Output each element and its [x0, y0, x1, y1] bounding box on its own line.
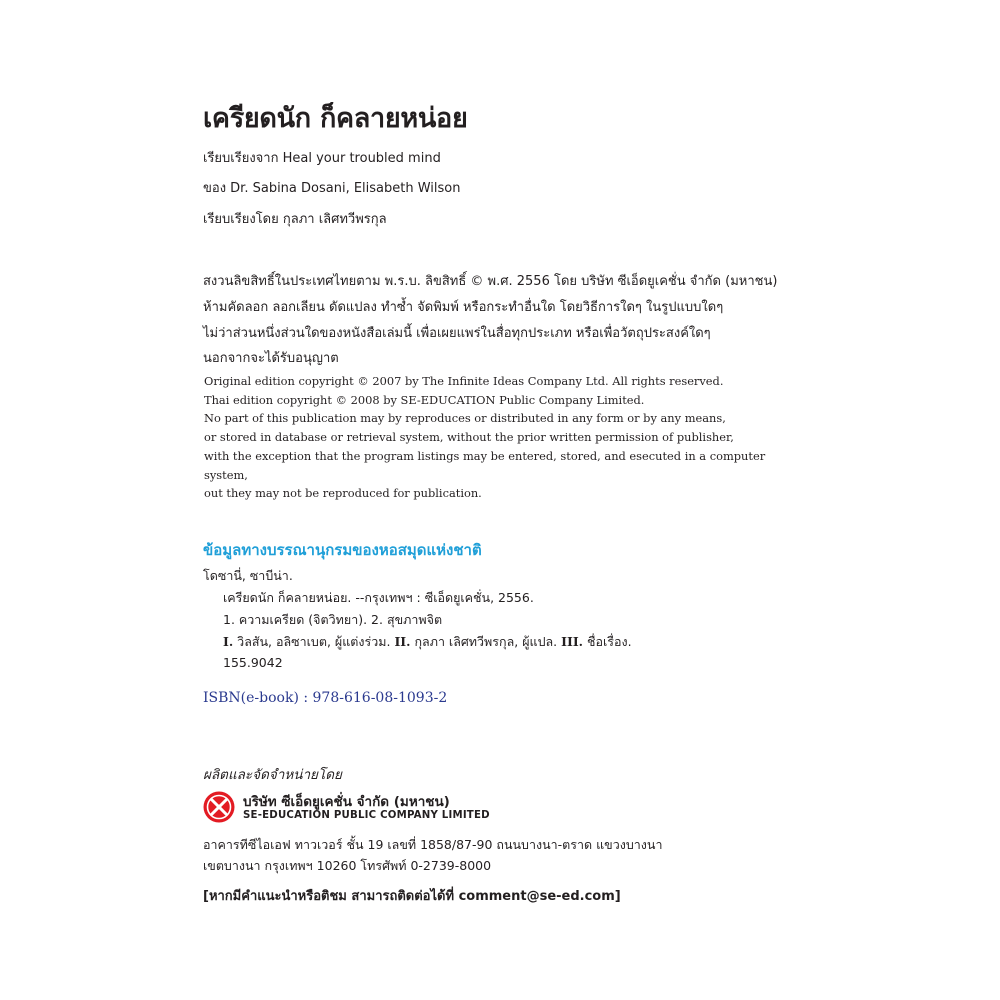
added-entry-text: กุลภา เลิศทวีพรกุล, ผู้แปล.	[410, 634, 562, 649]
se-ed-logo-icon	[203, 791, 235, 823]
adapted-from-line: เรียบเรียงจาก Heal your troubled mind	[203, 151, 441, 166]
publisher-name-th: บริษัท ซีเอ็ดยูเคชั่น จำกัด (มหาชน)	[243, 794, 450, 810]
roman-numeral-marker: III.	[561, 634, 584, 649]
copyright-th-line: ห้ามคัดลอก ลอกเลียน ดัดแปลง ทำซ้ำ จัดพิมพ์ หรือกระทำอื่นใด โดยวิธีการใดๆ ในรูปแบบใดๆ	[203, 300, 724, 315]
isbn-line: ISBN(e-book) : 978-616-08-1093-2	[203, 690, 448, 706]
publisher-address-line: อาคารทีซีไอเอฟ ทาวเวอร์ ชั้น 19 เลขที่ 1858/87-90 ถนนบางนา-ตราด แขวงบางนา	[203, 837, 663, 852]
copyright-en-block	[204, 372, 794, 503]
publisher-label: ผลิตและจัดจำหน่ายโดย	[203, 767, 342, 783]
copyright-en-line: No part of this publication may by reproduces or distributed in any form or by any means,	[204, 411, 726, 426]
contact-line: [หากมีคำแนะนำหรือติชม สามารถติดต่อได้ที่ comment@se-ed.com]	[203, 889, 621, 904]
cip-heading: ข้อมูลทางบรรณานุกรมของหอสมุดแห่งชาติ	[203, 541, 482, 559]
copyright-en-line: or stored in database or retrieval system, without the prior written permission of publisher,	[204, 430, 734, 445]
copyright-th-line: ไม่ว่าส่วนหนึ่งส่วนใดของหนังสือเล่มนี้ เพื่อเผยแพร่ในสื่อทุกประเภท หรือเพื่อวัตถุประสงค์ใดๆ	[203, 326, 711, 341]
copyright-en-line: Original edition copyright © 2007 by The Infinite Ideas Company Ltd. All rights reserved.	[204, 374, 724, 388]
cip-title-entry: เครียดนัก ก็คลายหน่อย. --กรุงเทพฯ : ซีเอ็ดยูเคชั่น, 2556.	[223, 590, 534, 605]
cip-author-entry: โดซานี่, ซาบีน่า.	[203, 568, 293, 583]
copyright-th-line: นอกจากจะได้รับอนุญาต	[203, 351, 339, 366]
authors-line: ของ Dr. Sabina Dosani, Elisabeth Wilson	[203, 181, 461, 196]
copyright-en-line: out they may not be reproduced for publication.	[204, 486, 482, 501]
cip-added-entries	[223, 632, 632, 652]
copyright-en-line: with the exception that the program listings may be entered, stored, and esecuted in a computer	[204, 448, 766, 463]
copyright-en-line: Thai edition copyright © 2008 by SE-EDUCATION Public Company Limited.	[204, 392, 645, 407]
added-entry-text: ชื่อเรื่อง.	[583, 634, 632, 649]
roman-numeral-marker: II.	[394, 634, 411, 649]
added-entry-text: วิลสัน, อลิซาเบต, ผู้แต่งร่วม.	[233, 634, 395, 649]
publisher-address-line: เขตบางนา กรุงเทพฯ 10260 โทรศัพท์ 0-2739-8000	[203, 858, 492, 873]
publisher-name-en: SE-EDUCATION PUBLIC COMPANY LIMITED	[243, 810, 490, 821]
copyright-en-line: system,	[204, 467, 248, 482]
book-title: เครียดนัก ก็คลายหน่อย	[203, 103, 468, 134]
cip-class-number: 155.9042	[223, 655, 283, 670]
roman-numeral-marker: I.	[223, 634, 234, 649]
cip-subjects: 1. ความเครียด (จิตวิทยา). 2. สุขภาพจิต	[223, 612, 443, 627]
compiled-by-line: เรียบเรียงโดย กุลภา เลิศทวีพรกุล	[203, 212, 387, 227]
copyright-th-line: สงวนลิขสิทธิ์ในประเทศไทยตาม พ.ร.บ. ลิขสิทธิ์ © พ.ศ. 2556 โดย บริษัท ซีเอ็ดยูเคชั่น จำกัด (มหาชน)	[203, 274, 778, 289]
